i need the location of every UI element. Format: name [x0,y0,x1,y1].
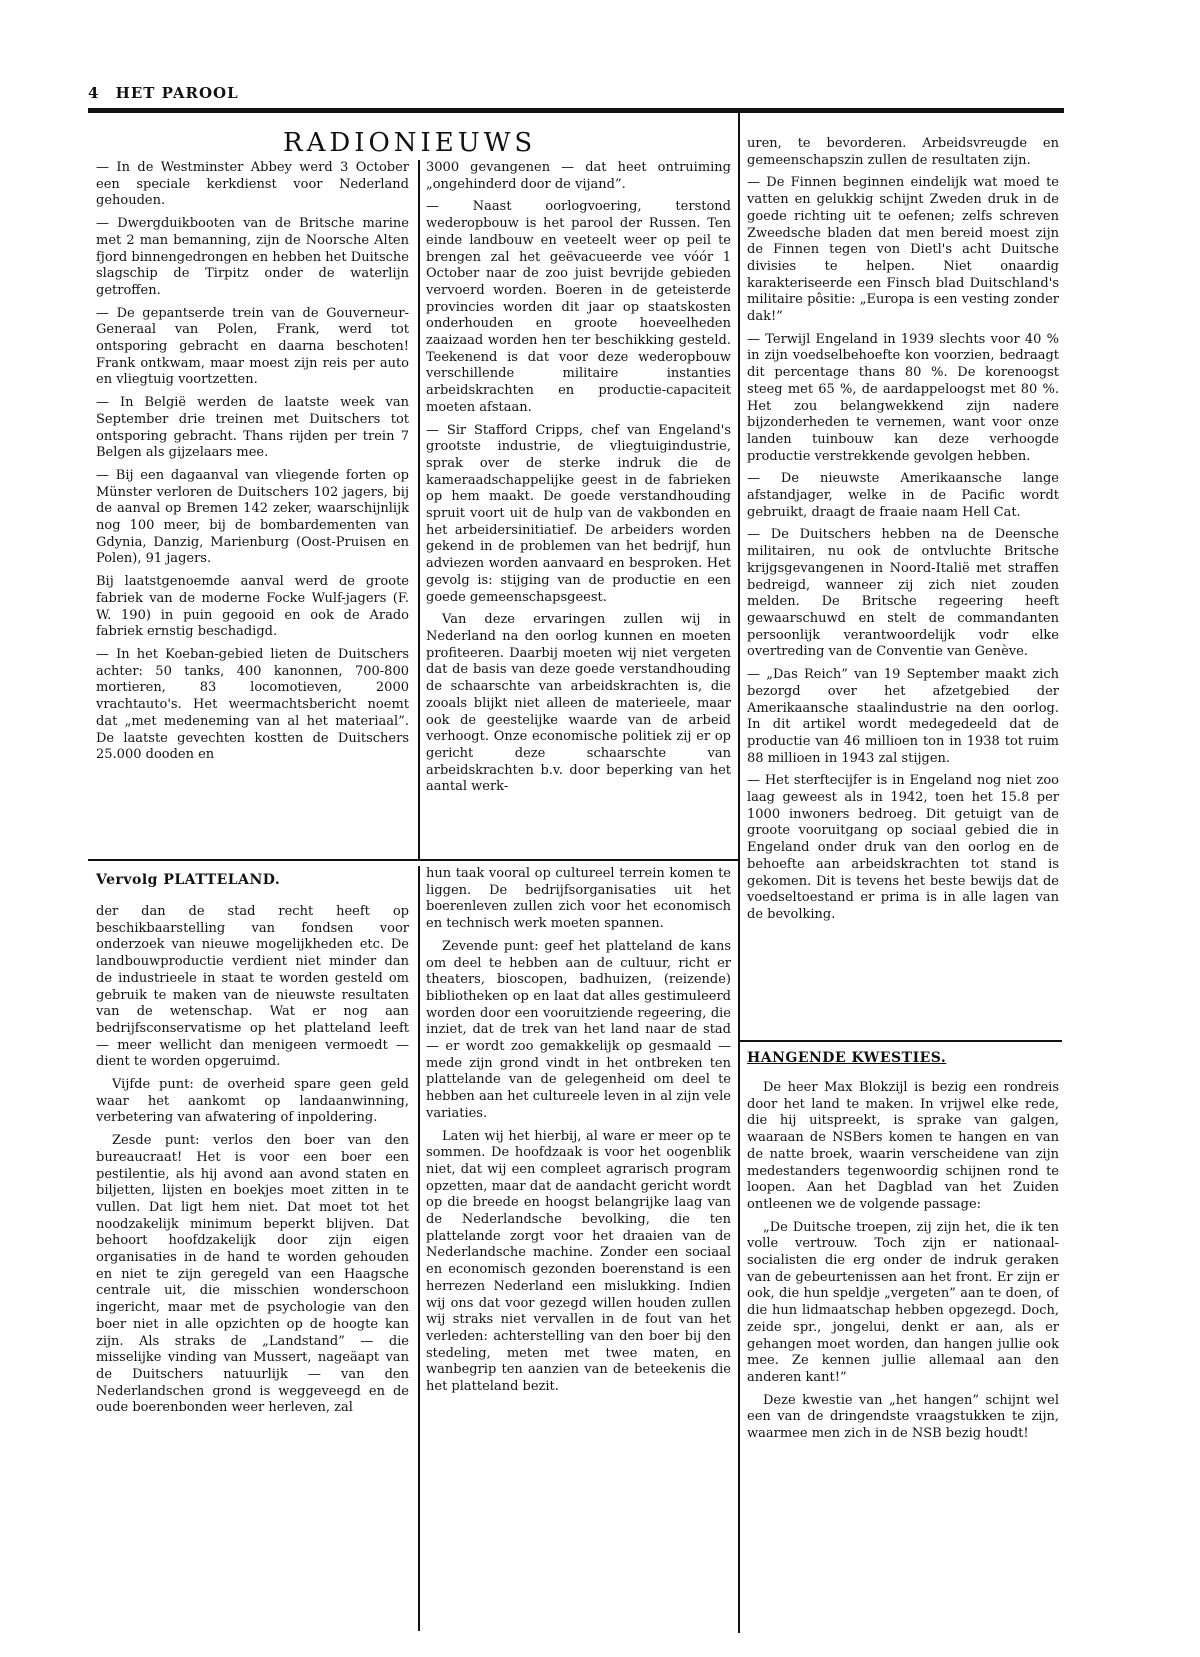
news-item: — Terwijl Engeland in 1939 slechts voor 40 % in zijn voedselbehoefte kon voorzien, bedraagt dit percentage thans 80 %. De korenoogst steeg met 65 %, de aardappeloogst met 80 %. Het zou belangwekkend zijn nadere bijzonderheden te vernemen, want voor onze landen tuinbouw kan deze verhoogde productie verstrekkende gevolgen hebben. [747,331,1059,464]
news-item: — De gepantserde trein van de Gouverneur-Generaal van Polen, Frank, werd tot ontsporing gebracht en daarna beschoten! Frank ontkwam, maar moest zijn reis per auto en vliegtuig voortzetten. [96,305,409,388]
column-divider [418,160,420,860]
article-paragraph: Vijfde punt: de overheid spare geen geld waar het aankomt op landaanwinning, verbetering van afwatering of inpoldering. [96,1077,409,1126]
radionieuws-column-2 [426,160,731,856]
news-item: uren, te bevorderen. Arbeidsvreugde en gemeenschapszin zullen de resultaten zijn. [747,136,1059,168]
hangende-column [747,1080,1059,1631]
section-rule [740,1040,1062,1042]
page-header [88,84,239,102]
header-rule [88,108,1064,113]
article-paragraph: Deze kwestie van „het hangen” schijnt wel een van de dringendste vraagstukken te zijn, waarmee men zich in de NSB bezig houdt! [747,1392,1059,1442]
news-item: — Dwergduikbooten van de Britsche marine met 2 man bemanning, zijn de Noorsche Alten fjord binnengedrongen en hebben het Duitsche slagschip de Tirpitz onder de waterlijn getroffen. [96,216,409,298]
article-paragraph: der dan de stad recht heeft op beschikbaarstelling van fondsen voor onderzoek van nieuwe mogelijkheden etc. De landbouwproductie verdient niet minder dan de industrieele in staat te worden gesteld om gebruik te maken van de nieuwste resultaten van de wetenschap. Wat er nog aan bedrijfsconservatisme op het platteland leeft — meer wellicht dan menigeen vermoedt — dient te worden opgeruimd. [96,904,409,1070]
article-paragraph: Zevende punt: geef het platteland de kans om deel te hebben aan de cultuur, richt er theaters, bioscopen, badhuizen, (reizende) bibliotheken op en laat dat alles gestimuleerd worden door een vooruitziende regeering, die inziet, dat de trek van het land naar de stad — er wordt zoo gemakkelijk op gesmaald — mede zijn grond vindt in het ontbreken ten plattelande van de gelegenheid om deel te hebben aan het cultureele leven in al zijn vele variaties. [426,938,731,1121]
section-rule [88,859,738,861]
news-item: Van deze ervaringen zullen wij in Nederland na den oorlog kunnen en moeten profiteeren. Daarbij moeten wij niet vergeten dat de basis van deze goede verstandhouding de schaarschte van arbeidskrachten is, die zooals blijkt niet alleen de materieele, maar ook de geestelijke waarde van de arbeid verhoogt. Onze economische politiek zij er op gericht deze schaarschte van arbeidskrachten b.v. door beperking van het aantal werk- [426,612,731,795]
news-item: — Bij een dagaanval van vliegende forten op Münster verloren de Duitschers 102 jagers, bij de aanval op Bremen 142 zeker, waarschijnlijk nog 100 meer, bij de bombardementen van Gdynia, Danzig, Marienburg (Oost-Pruisen en Polen), 91 jagers. [96,467,409,567]
newspaper-name: HET PAROOL [115,84,239,102]
section-title-radionieuws: RADIONIEUWS [283,128,537,158]
page-number: 4 [88,84,100,102]
section-title-platteland: Vervolg PLATTELAND. [96,872,281,888]
article-quote: „De Duitsche troepen, zij zijn het, die ik ten volle vertrouw. Toch zijn er nationaal-socialisten die erg onder de indruk geraken van de gebeurtenissen aan het front. Er zijn er ook, die hun speldje „vergeten” aan te doen, of die hun lidmaatschap hebben opgezegd. Doch, zeide spr., jongelui, denkt er aan, als er gehangen moet worden, dan hangen jullie ook mee. Ze kennen jullie allemaal aan den anderen kant!” [747,1219,1059,1385]
news-item: 3000 gevangenen — dat heet ontruiming „ongehinderd door de vijand”. [426,160,731,192]
news-item: — De Finnen beginnen eindelijk wat moed te vatten en gelukkig schijnt Zweden druk in de goede richting uit te oefenen; zelfs schreven Zweedsche bladen dat men bereid moest zijn de Finnen tegen von Dietl's acht Duitsche divisies te helpen. Niet onaardig karakteriseerde een Finsch blad Duitschland's militaire pôsitie: „Europa is een vesting zonder dak!” [747,175,1059,325]
news-item: — De Duitschers hebben na de Deensche militairen, nu ook de ontvluchte Britsche krijgsgevangenen in Noord-Italië met straffen bedreigd, wanneer zij zich niet zouden melden. De Britsche regeering heeft gewaarschuwd en stelt de commandanten persoonlijk verantwoordelijk vodr elke overtreding van de Conventie van Genève. [747,527,1059,660]
news-item: Bij laatstgenoemde aanval werd de groote fabriek van de moderne Focke Wulf-jagers (F. W. 190) in puin gegooid en ook de Arado fabriek ernstig beschadigd. [96,574,409,640]
article-paragraph: Laten wij het hierbij, al ware er meer op te sommen. De hoofdzaak is voor het oogenblik niet, dat wij een compleet agrarisch program opzetten, maar dat de aandacht gericht wordt op die breede en hoogst belangrijke laag van de Nederlandsche bevolking, die ten plattelande zorgt voor het draaien van de Nederlandsche machine. Zonder een sociaal en economisch gezonden boerenstand is een herrezen Nederland een mislukking. Indien wij ons dat voor gezegd willen houden zullen wij straks niet vervallen in de fout van het verleden: achterstelling van den boer bij den stedeling, meten met twee maten, en wanbegrip ten aanzien van de beteekenis die het platteland bezit. [426,1128,731,1395]
platteland-column-1 [96,904,409,1631]
news-item: — In het Koeban-gebied lieten de Duitschers achter: 50 tanks, 400 kanonnen, 700-800 mortieren, 83 locomotieven, 2000 vrachtauto's. Het weermachtsbericht noemt dat „met medeneming van al het materiaal”. De laatste gevechten kostten de Duitschers 25.000 dooden en [96,646,409,763]
news-item: — De nieuwste Amerikaansche lange afstandjager, welke in de Pacific wordt gebruikt, draagt de fraaie naam Hell Cat. [747,471,1059,520]
article-paragraph: hun taak vooral op cultureel terrein komen te liggen. De bedrijfsorganisaties uit het boerenleven zullen zich voor het economisch en technisch werk moeten spannen. [426,866,731,932]
radionieuws-column-1 [96,160,409,856]
platteland-column-2 [426,866,731,1631]
section-title-hangende: HANGENDE KWESTIES. [747,1050,947,1066]
news-item: — In de Westminster Abbey werd 3 October een speciale kerkdienst voor Nederland gehouden. [96,160,409,209]
column-divider [418,866,420,1631]
column-divider [738,113,740,1633]
news-item: — In België werden de laatste week van September drie treinen met Duitschers tot ontsporing gebracht. Thans rijden per trein 7 Belgen als gijzelaars mee. [96,395,409,461]
radionieuws-column-3 [747,136,1059,1034]
news-item: — Sir Stafford Cripps, chef van Engeland's grootste industrie, de vliegtuigindustrie, sprak over de sterke indruk die de kameraadschappelijke geest in de fabrieken op hem maakt. De goede verstandhouding spruit voort uit de hulp van de vakbonden en het arbeidersinitiatief. De arbeiders worden gekend in de problemen van het bedrijf, hun adviezen worden aanvaard en besproken. Het gevolg is: stijging van de productie en een goede gemeenschapsgeest. [426,422,731,605]
article-paragraph: Zesde punt: verlos den boer van den bureaucraat! Het is voor een boer een pestilentie, als hij avond aan avond staten en biljetten, lijsten en boekjes moet zitten in te vullen. Dat ligt hem niet. Dat moet tot het noodzakelijk minimum beperkt blijven. Dat behoort hoofdzakelijk door zijn eigen organisaties in de hand te worden gehouden en niet te zijn geregeld van een Haagsche centrale uit, die misschien wonderschoon ingericht, maar met de psychologie van den boer niet in alle opzichten op de hoogte kan zijn. Als straks de „Landstand” — die misselijke vinding van Mussert, nageäapt van de Duitschers natuurlijk — van den Nederlandschen grond is weggeveegd en de oude boerenbonden weer herleven, zal [96,1133,409,1416]
article-paragraph: De heer Max Blokzijl is bezig een rondreis door het land te maken. In vrijwel elke rede, die hij uitspreekt, is sprake van galgen, waaraan de NSBers komen te hangen en van de natte broek, waarin verscheidene van zijn medestanders tegenwoordig schijnen rond te loopen. Aan het Dagblad van het Zuiden ontleenen we de volgende passage: [747,1080,1059,1212]
news-item: — Het sterftecijfer is in Engeland nog niet zoo laag geweest als in 1942, toen het 15.8 per 1000 inwoners bedroeg. Dit getuigt van de groote vooruitgang op sociaal gebied die in Engeland onder druk van den oorlog en de behoefte aan arbeidskrachten tot stand is gekomen. Dit is tevens het beste bewijs dat de voedseltoestand er prima is in alle lagen van de bevolking. [747,773,1059,922]
news-item: — „Das Reich” van 19 September maakt zich bezorgd over het afzetgebied der Amerikaansche staalindustrie na den oorlog. In dit artikel wordt medegedeeld dat de productie van 46 millioen ton in 1938 tot ruim 88 millioen in 1943 zal stijgen. [747,667,1059,766]
news-item: — Naast oorlogvoering, terstond wederopbouw is het parool der Russen. Ten einde landbouw en veeteelt weer op peil te brengen zal het geëvacueerde vee vóór 1 October naar de zoo juist bevrijde gebieden vervoerd worden. Boeren in de geteisterde provincies worden dit jaar op staatskosten onderhouden en groote hoeveelheden zaaizaad worden hen ter beschikking gesteld. Teekenend is dat voor deze wederopbouw verschillende militaire instanties arbeidskrachten en productie-capaciteit moeten afstaan. [426,199,731,415]
